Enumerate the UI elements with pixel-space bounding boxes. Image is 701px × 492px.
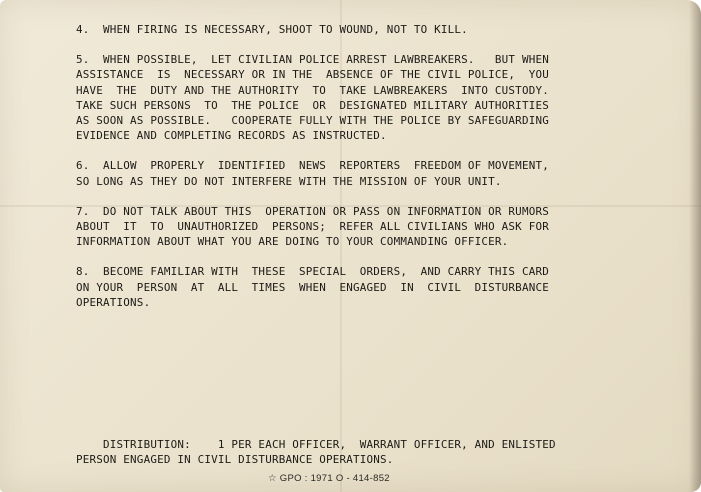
- order-paragraph-4: 4. WHEN FIRING IS NECESSARY, SHOOT TO WOUND, NOT TO KILL.: [76, 23, 468, 36]
- order-paragraph-6: 6. ALLOW PROPERLY IDENTIFIED NEWS REPORTERS FREEDOM OF MOVEMENT, SO LONG AS THEY DO NOT INTERFERE WITH THE MISSION OF YOUR UNIT.: [76, 159, 549, 188]
- order-paragraph-7: 7. DO NOT TALK ABOUT THIS OPERATION OR PASS ON INFORMATION OR RUMORS ABOUT IT TO UNAUTHORIZED PERSONS; REFER ALL CIVILIANS WHO ASK FOR INFORMATION ABOUT WHAT YOU ARE DOING TO YOUR COMMANDING OFFICER.: [76, 204, 549, 249]
- order-paragraph-5: 5. WHEN POSSIBLE, LET CIVILIAN POLICE ARREST LAWBREAKERS. BUT WHEN ASSISTANCE IS NECESSARY OR IN THE ABSENCE OF THE CIVIL POLICE, YOU HAVE THE DUTY AND THE AUTHORITY TO TAKE LAWBREAKERS INTO CUSTODY. TAKE SUCH PERSONS TO THE POLICE OR DESIGNATED MILITARY AUTHORITIES AS SOON AS POSSIBLE. COOPERATE FULLY WITH THE POLICE BY SAFEGUARDING EVIDENCE AND COMPLETING RECORDS AS INSTRUCTED.: [76, 53, 549, 143]
- order-paragraph-8: 8. BECOME FAMILIAR WITH THESE SPECIAL ORDERS, AND CARRY THIS CARD ON YOUR PERSON AT ALL TIMES WHEN ENGAGED IN CIVIL DISTURBANCE OPERATIONS.: [76, 265, 549, 309]
- orders-text: [76, 22, 621, 325]
- distribution-note: DISTRIBUTION: 1 PER EACH OFFICER, WARRANT OFFICER, AND ENLISTED PERSON ENGAGED IN CIVIL DISTURBANCE OPERATIONS.: [76, 438, 556, 467]
- printer-mark: ☆ GPO : 1971 O - 414-852: [268, 473, 390, 484]
